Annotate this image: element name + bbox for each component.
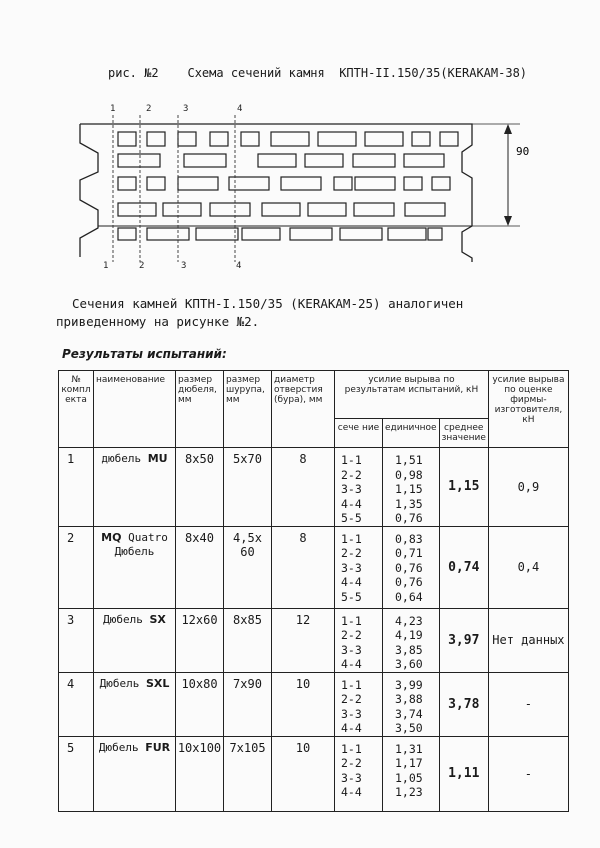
dowel-name-part: MU <box>147 452 168 465</box>
void-cell <box>118 203 156 216</box>
results-table <box>58 370 569 812</box>
section-label-1-bottom: 1 <box>103 261 109 271</box>
dowel-name-part: Quatro Дюбель <box>114 530 168 558</box>
void-cell <box>210 132 228 146</box>
void-cell <box>178 132 196 146</box>
dowel-name <box>94 526 176 608</box>
dowel-name <box>94 672 176 736</box>
section-id: 3-3 <box>341 560 362 575</box>
description-paragraph <box>56 295 548 331</box>
void-cell <box>388 228 426 240</box>
section-id: 1-1 <box>341 531 362 546</box>
section-list <box>335 672 383 736</box>
single-values <box>383 448 440 527</box>
section-list <box>335 608 383 672</box>
void-cell <box>118 132 136 146</box>
void-cell <box>290 228 332 240</box>
void-cell <box>242 228 280 240</box>
hole-diameter: 8 <box>272 448 335 527</box>
average-value: 1,15 <box>439 448 488 527</box>
section-id: 3-3 <box>341 642 362 657</box>
single-value: 3,88 <box>395 692 423 706</box>
manufacturer-value: Нет данных <box>488 608 568 672</box>
single-value: 3,85 <box>395 642 423 657</box>
header-hole: диаметр отверстия (бура), мм <box>272 371 335 448</box>
single-value: 3,74 <box>395 706 423 721</box>
void-cell <box>184 154 226 167</box>
table-row <box>59 608 569 672</box>
single-value: 3,60 <box>395 657 423 671</box>
dowel-name-part: SX <box>149 612 166 626</box>
dimension-label: 90 <box>516 145 530 158</box>
void-cell <box>440 132 458 146</box>
void-cell <box>305 154 343 167</box>
void-cell <box>340 228 382 240</box>
void-cell <box>308 203 346 216</box>
header-dowel: размер дюбеля, мм <box>176 371 224 448</box>
row-number: 4 <box>59 672 94 736</box>
screw-size: 5x70 <box>224 448 272 527</box>
single-value: 0,71 <box>395 546 423 560</box>
stone-section-diagram <box>0 0 600 290</box>
single-values <box>383 736 440 811</box>
single-value: 1,35 <box>395 496 423 511</box>
void-cell <box>258 154 296 167</box>
header-single: единичное <box>383 419 440 448</box>
row-number: 5 <box>59 736 94 811</box>
section-label-1: 1 <box>110 104 116 114</box>
stone-outline <box>80 124 472 262</box>
paragraph-line-2: приведенному на рисунке №2. <box>56 314 260 329</box>
section-id: 1-1 <box>341 453 362 467</box>
dowel-size: 12x60 <box>176 608 224 672</box>
section-list <box>335 736 383 811</box>
dowel-name <box>94 448 176 527</box>
table-row <box>59 448 569 527</box>
section-label-3-bottom: 3 <box>181 261 187 271</box>
single-value: 1,51 <box>395 453 423 467</box>
void-cell <box>404 177 422 190</box>
single-value: 1,31 <box>395 741 423 756</box>
section-label-3: 3 <box>183 104 189 114</box>
section-label-2: 2 <box>146 104 152 114</box>
void-cell <box>229 177 269 190</box>
void-cell <box>334 177 352 190</box>
average-value: 1,11 <box>439 736 488 811</box>
results-title: Результаты испытаний: <box>62 347 227 361</box>
dowel-name-part: дюбель <box>101 452 148 465</box>
hole-diameter: 12 <box>272 608 335 672</box>
single-value: 3,99 <box>395 677 423 692</box>
single-value: 0,64 <box>395 589 423 604</box>
single-value: 4,23 <box>395 613 423 628</box>
section-id: 4-4 <box>341 785 362 799</box>
void-cell <box>354 203 394 216</box>
section-list <box>335 526 383 608</box>
screw-size: 4,5x 60 <box>224 526 272 608</box>
dowel-name-part: Дюбель <box>98 740 146 754</box>
hole-diameter: 10 <box>272 736 335 811</box>
header-num: № компл екта <box>59 371 94 448</box>
void-cell <box>118 154 160 167</box>
void-cell <box>147 177 165 190</box>
header-force: усилие вырыва по результатам испытаний, кН <box>335 371 489 419</box>
dowel-size: 10x100 <box>176 736 224 811</box>
void-cell <box>147 132 165 146</box>
single-values <box>383 608 440 672</box>
header-section: сече ние <box>335 419 383 448</box>
hole-diameter: 10 <box>272 672 335 736</box>
dowel-name-part: Дюбель <box>99 676 146 690</box>
single-value: 1,05 <box>395 770 423 785</box>
section-id: 2-2 <box>341 467 362 482</box>
figure-caption: рис. №2 Схема сечений камня КПТН-II.150/35(KERAKAM-38) <box>108 66 528 80</box>
void-cell <box>412 132 430 146</box>
manufacturer-value: 0,4 <box>488 526 568 608</box>
single-value: 4,19 <box>395 628 423 642</box>
section-id: 4-4 <box>341 721 362 735</box>
header-name: наименование <box>94 371 176 448</box>
screw-size: 7x105 <box>224 736 272 811</box>
manufacturer-value: - <box>488 672 568 736</box>
section-id: 1-1 <box>341 613 362 628</box>
section-id: 1-1 <box>341 741 362 756</box>
single-value: 0,98 <box>395 467 423 482</box>
void-cell <box>196 228 238 240</box>
single-values <box>383 672 440 736</box>
manufacturer-value: 0,9 <box>488 448 568 527</box>
section-id: 3-3 <box>341 770 362 785</box>
average-value: 3,78 <box>439 672 488 736</box>
average-value: 0,74 <box>439 526 488 608</box>
manufacturer-value: - <box>488 736 568 811</box>
screw-size: 8x85 <box>224 608 272 672</box>
void-cell <box>241 132 259 146</box>
void-cell <box>281 177 321 190</box>
dowel-size: 10x80 <box>176 672 224 736</box>
void-cell <box>355 177 395 190</box>
table-row <box>59 526 569 608</box>
void-cell <box>210 203 250 216</box>
dowel-size: 8x40 <box>176 526 224 608</box>
void-cell <box>365 132 403 146</box>
row-number: 3 <box>59 608 94 672</box>
dowel-name <box>94 608 176 672</box>
row-number: 1 <box>59 448 94 527</box>
dowel-name-part: FUR <box>145 740 171 754</box>
section-label-2-bottom: 2 <box>139 261 145 271</box>
single-value: 0,83 <box>395 531 423 546</box>
single-value: 0,76 <box>395 511 423 525</box>
section-id: 2-2 <box>341 692 362 706</box>
average-value: 3,97 <box>439 608 488 672</box>
section-id: 5-5 <box>341 511 362 525</box>
single-value: 1,17 <box>395 756 423 770</box>
section-id: 2-2 <box>341 628 362 642</box>
void-cell <box>318 132 356 146</box>
void-cell <box>147 228 189 240</box>
section-id: 2-2 <box>341 756 362 770</box>
dowel-name <box>94 736 176 811</box>
header-average: среднее значение <box>439 419 488 448</box>
section-label-4: 4 <box>237 104 243 114</box>
header-manufacturer: усилие вырыва по оценке фирмы-изготовителя, кН <box>488 371 568 448</box>
paragraph-line-1: Сечения камней КПТН-I.150/35 (KERAKAM-25) аналогичен <box>72 296 464 311</box>
dowel-name-part: MQ <box>101 530 122 544</box>
dowel-name-part: Дюбель <box>103 612 150 626</box>
single-values <box>383 526 440 608</box>
void-cell <box>271 132 309 146</box>
section-id: 4-4 <box>341 496 362 511</box>
section-id: 3-3 <box>341 482 362 496</box>
void-cell <box>405 203 445 216</box>
section-id: 1-1 <box>341 677 362 692</box>
void-cell <box>262 203 300 216</box>
section-list <box>335 448 383 527</box>
section-id: 4-4 <box>341 657 362 671</box>
void-cell <box>428 228 442 240</box>
single-value: 0,76 <box>395 560 423 575</box>
single-value: 0,76 <box>395 575 423 589</box>
header-screw: размер шурупа, мм <box>224 371 272 448</box>
section-id: 2-2 <box>341 546 362 560</box>
void-cell <box>353 154 395 167</box>
hole-diameter: 8 <box>272 526 335 608</box>
void-cell <box>163 203 201 216</box>
single-value: 1,23 <box>395 785 423 799</box>
single-value: 3,50 <box>395 721 423 735</box>
section-id: 4-4 <box>341 575 362 589</box>
section-label-4-bottom: 4 <box>236 261 242 271</box>
section-id: 3-3 <box>341 706 362 721</box>
table-row <box>59 672 569 736</box>
dowel-size: 8x50 <box>176 448 224 527</box>
screw-size: 7x90 <box>224 672 272 736</box>
row-number: 2 <box>59 526 94 608</box>
section-id: 5-5 <box>341 589 362 604</box>
void-cell <box>118 177 136 190</box>
void-cell <box>432 177 450 190</box>
void-cell <box>118 228 136 240</box>
table-row <box>59 736 569 811</box>
single-value: 1,15 <box>395 482 423 496</box>
void-cell <box>404 154 444 167</box>
void-cell <box>178 177 218 190</box>
dowel-name-part: SXL <box>145 676 170 690</box>
